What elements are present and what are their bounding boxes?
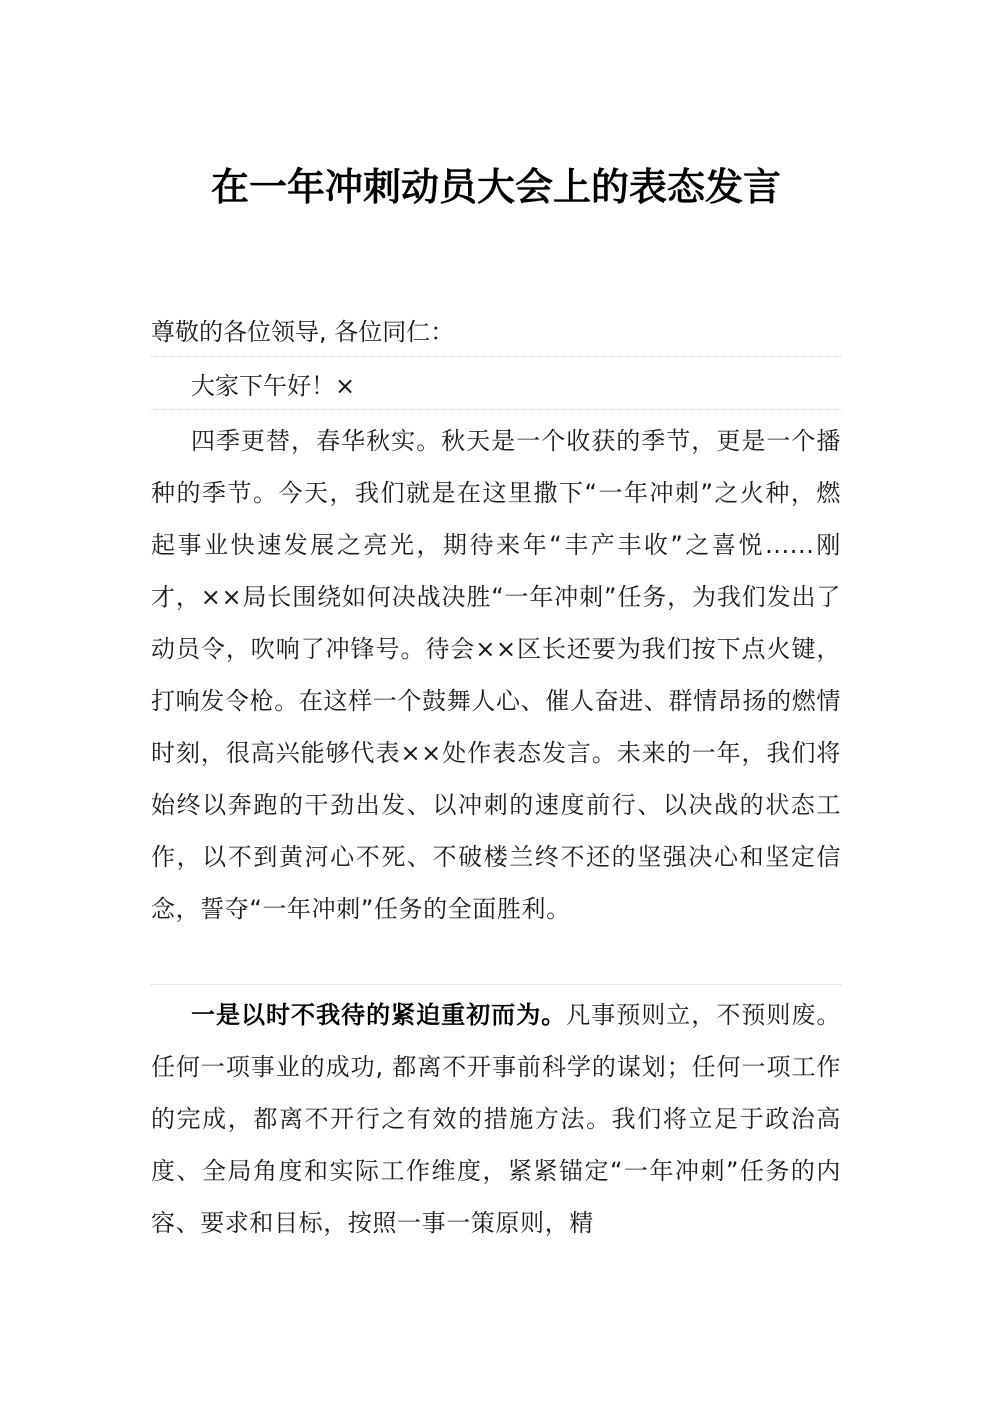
greeting: 大家下午好！× (191, 372, 356, 400)
divider (151, 984, 841, 985)
divider (151, 409, 841, 410)
paragraph-opening: 四季更替，春华秋实。秋天是一个收获的季节，更是一个播种的季节。今天，我们就是在这里撒下“一年冲刺”之火种，燃起事业快速发展之亮光，期待来年“丰产丰收”之喜悦......刚才，××局长围绕如何决战决胜“一年冲刺”任务，为我们发出了动员令，吹响了冲锋号。待会××区长还要为我们按下点火键，打响发令枪。在这样一个鼓舞人心、催人奋进、群情昂扬的燃情时刻，很高兴能够代表××处作表态发言。未来的一年，我们将始终以奔跑的干劲出发、以冲刺的速度前行、以决战的状态工作，以不到黄河心不死、不破楼兰终不还的坚强决心和坚定信念，誓夺“一年冲刺”任务的全面胜利。 (151, 427, 841, 923)
document-title: 在一年冲刺动员大会上的表态发言 (210, 165, 781, 209)
divider (151, 356, 841, 357)
paragraph-body: 凡事预则立，不预则废。任何一项事业的成功, 都离不开事前科学的谋划；任何一项工作的完成，都离不开行之有效的措施方法。我们将立足于政治高度、全局角度和实际工作维度，紧紧锚定“一年冲刺”任务的内容、要求和目标，按照一事一策原则，精 (151, 1001, 841, 1237)
paragraph-lead-heading: 一是以时不我待的紧迫重初而为。 (191, 1001, 567, 1029)
paragraph-point-one (151, 989, 841, 1249)
salutation: 尊敬的各位领导, 各位同仁： (151, 318, 455, 346)
